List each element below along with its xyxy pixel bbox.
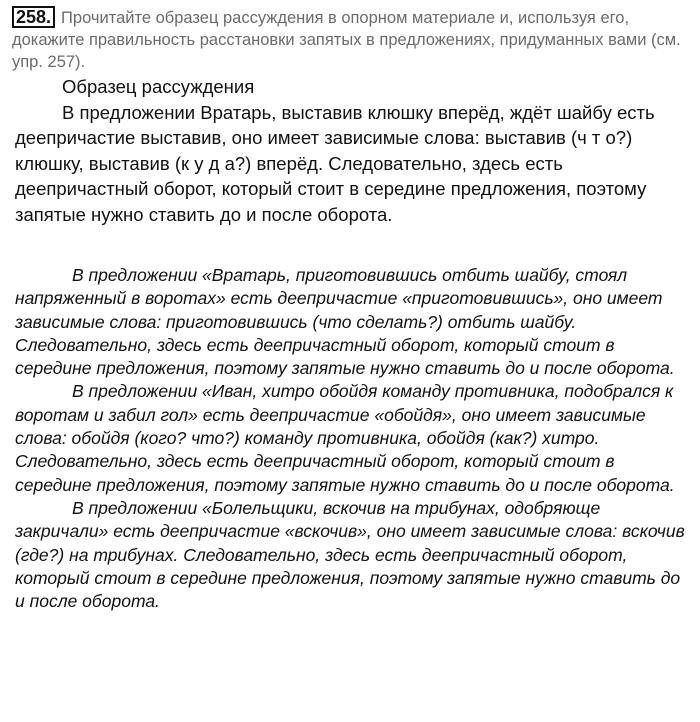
answer-paragraph-1: В предложении «Вратарь, приготовившись отбить шайбу, стоял напряженный в воротах» есть деепричастие «приготовившись», оно имеет зависимые слова: приготовившись (что сделать?) отбить шайбу. Следовательно, здесь есть деепричастный оборот, который стоит в середине предложения, поэтому запятые нужно ставить до и после оборота.	[15, 265, 675, 379]
sample-text: В предложении Вратарь, выставив клюшку вперёд, ждёт шайбу есть деепричастие выставив, оно имеет зависимые слова: выставив (ч т о?) клюшку, выставив (к у д а?) вперёд. Следовательно, здесь есть деепричастный оборот, который стоит в середине предложения, поэтому запятые нужно ставить до и после оборота.	[15, 101, 655, 225]
answers-block	[15, 264, 693, 613]
sample-heading: Образец рассуждения	[62, 76, 255, 97]
answer-paragraph-3: В предложении «Болельщики, вскочив на трибунах, одобряюще закричали» есть деепричастие «вскочив», оно имеет зависимые слова: вскочив (где?) на трибунах. Следовательно, здесь есть деепричастный оборот, который стоит в середине предложения, поэтому запятые нужно ставить до и после оборота.	[15, 497, 685, 612]
task-header	[12, 6, 692, 73]
sample-reasoning	[15, 74, 685, 227]
task-instruction: Прочитайте образец рассуждения в опорном материале и, используя его, докажите правильность расстановки запятых в предложениях, придуманных вами (см. упр. 257).	[12, 9, 681, 71]
task-number: 258.	[12, 6, 55, 28]
answer-paragraph-2: В предложении «Иван, хитро обойдя команду противника, подобрался к воротам и забил гол» есть деепричастие «обойдя», оно имеет зависимые слова: обойдя (кого? что?) команду противника, обойдя (как?) хитро. Следовательно, здесь есть деепричастный оборот, который стоит в середине предложения, поэтому запятые нужно ставить до и после оборота.	[15, 381, 675, 495]
